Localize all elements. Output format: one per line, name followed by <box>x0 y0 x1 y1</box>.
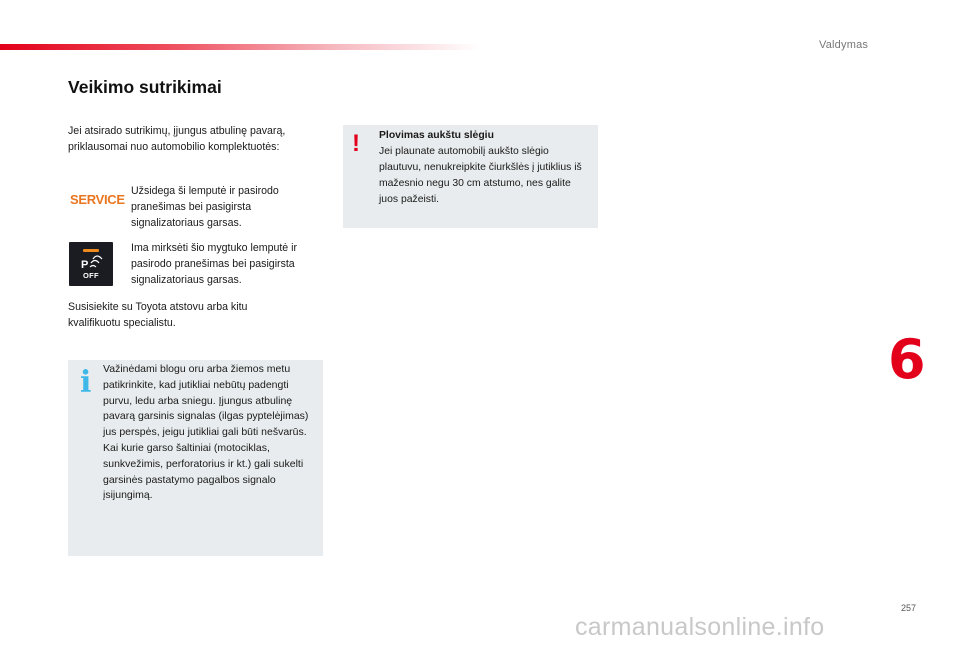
info-note-box <box>68 360 323 556</box>
intro-paragraph: Jei atsirado sutrikimų, įjungus atbulinę pavarą, priklausomai nuo automobilio komplektuotės: <box>68 125 286 153</box>
off-label: OFF <box>83 271 99 280</box>
info-note-text: Važinėdami blogu oru arba žiemos metu patikrinkite, kad jutikliai nebūtų padengti purvu, ledu arba sniegu. Įjungus atbulinę pavarą garsinis signalas (ilgas pyptelėjimas) jus perspės, jeigu jutikliai gali būti nešvarūs. Kai kurie garso šaltiniai (motociklas, sunkvežimis, perforatorius ir kt.) gali sukelti garsinės pastatymo pagalbos signalo įsijungimą. <box>103 363 309 502</box>
header-accent-bar <box>0 44 480 50</box>
chapter-number: 6 <box>888 328 926 391</box>
contact-paragraph: Susisiekite su Toyota atstovu arba kitu kvalifikuotu specialistu. <box>68 301 248 329</box>
park-letter: P <box>81 259 89 271</box>
warning-title: Plovimas aukštu slėgiu <box>379 130 494 141</box>
park-description: Ima mirksėti šio mygtuko lemputė ir pasirodo pranešimas bei pasigirsta signalizatoriaus garsas. <box>131 242 298 286</box>
page-number: 257 <box>901 603 917 613</box>
info-icon: i <box>80 365 92 400</box>
service-description: Užsidega ši lemputė ir pasirodo pranešimas bei pasigirsta signalizatoriaus garsas. <box>131 185 279 229</box>
watermark: carmanualsonline.info <box>575 613 825 641</box>
warning-text: Jei plaunate automobilį aukšto slėgio plautuvu, nenukreipkite čiurkšlės į jutiklius iš mažesnio negu 30 cm atstumo, nes galite juos pažeisti. <box>379 146 582 205</box>
warning-icon: ! <box>352 130 360 157</box>
section-title: Valdymas <box>819 39 869 51</box>
page-title: Veikimo sutrikimai <box>68 77 222 97</box>
service-warning-icon: SERVICE <box>70 192 125 207</box>
warning-note-box <box>343 125 598 228</box>
parking-sensor-off-icon <box>69 242 113 286</box>
